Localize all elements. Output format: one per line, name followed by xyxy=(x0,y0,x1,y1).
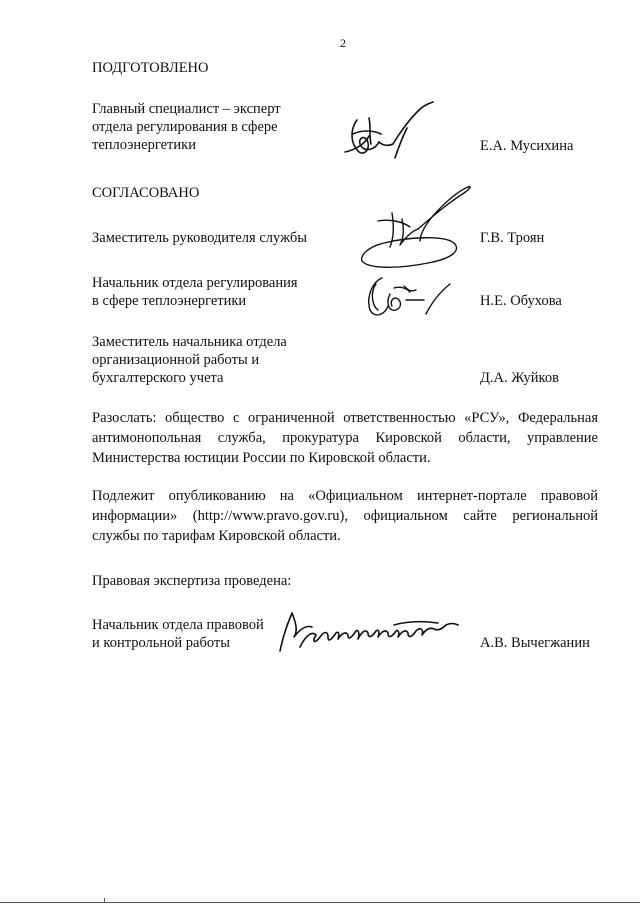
prepared-heading: ПОДГОТОВЛЕНО xyxy=(92,60,209,76)
publication-line-1: Подлежит опубликованию на «Официальном интернет-портале правовой xyxy=(92,488,598,504)
agreed-3-position-line-2: организационной работы и xyxy=(92,352,260,368)
agreed-3-position-line-1: Заместитель начальника отдела xyxy=(92,334,287,350)
page-bottom-tick xyxy=(104,898,105,903)
agreed-3-position-line-3: бухгалтерского учета xyxy=(92,370,224,386)
signature-musikhina xyxy=(335,100,440,160)
publication-line-3: службы по тарифам Кировской области. xyxy=(92,528,341,544)
page-number: 2 xyxy=(340,36,346,50)
agreed-1-position-line-1: Заместитель руководителя службы xyxy=(92,230,308,246)
distribution-paragraph xyxy=(92,408,598,468)
prepared-position-line-2: отдела регулирования в сфере xyxy=(92,119,278,135)
distribution-line-3: Министерства юстиции России по Кировской области. xyxy=(92,450,431,466)
signature-vychegzhanin xyxy=(278,607,463,657)
prepared-position-line-1: Главный специалист – эксперт xyxy=(92,101,281,117)
prepared-name: Е.А. Мусихина xyxy=(480,138,574,154)
agreed-2-name: Н.Е. Обухова xyxy=(480,293,562,309)
agreed-3-name: Д.А. Жуйков xyxy=(480,370,559,386)
agreed-heading: СОГЛАСОВАНО xyxy=(92,185,200,201)
agreed-2-position-line-1: Начальник отдела регулирования xyxy=(92,275,298,291)
agreed-1-name: Г.В. Троян xyxy=(480,230,545,246)
distribution-line-2: антимонопольная служба, прокуратура Кировской области, управление xyxy=(92,430,598,446)
legal-review-position-line-1: Начальник отдела правовой xyxy=(92,617,264,633)
publication-paragraph xyxy=(92,486,598,546)
agreed-2-position-line-2: в сфере теплоэнергетики xyxy=(92,293,247,309)
legal-review-position-line-2: и контрольной работы xyxy=(92,635,230,651)
page-bottom-rule xyxy=(0,902,640,903)
signature-obukhova xyxy=(360,270,460,322)
publication-line-2: информации» (http://www.pravo.gov.ru), официальном сайте региональной xyxy=(92,508,598,524)
distribution-line-1: Разослать: общество с ограниченной ответственностью «РСУ», Федеральная xyxy=(92,410,598,426)
legal-review-statement: Правовая экспертиза проведена: xyxy=(92,573,292,589)
signature-troyan xyxy=(358,183,478,273)
prepared-position-line-3: теплоэнергетики xyxy=(92,137,196,153)
legal-review-name: А.В. Вычегжанин xyxy=(480,635,590,651)
